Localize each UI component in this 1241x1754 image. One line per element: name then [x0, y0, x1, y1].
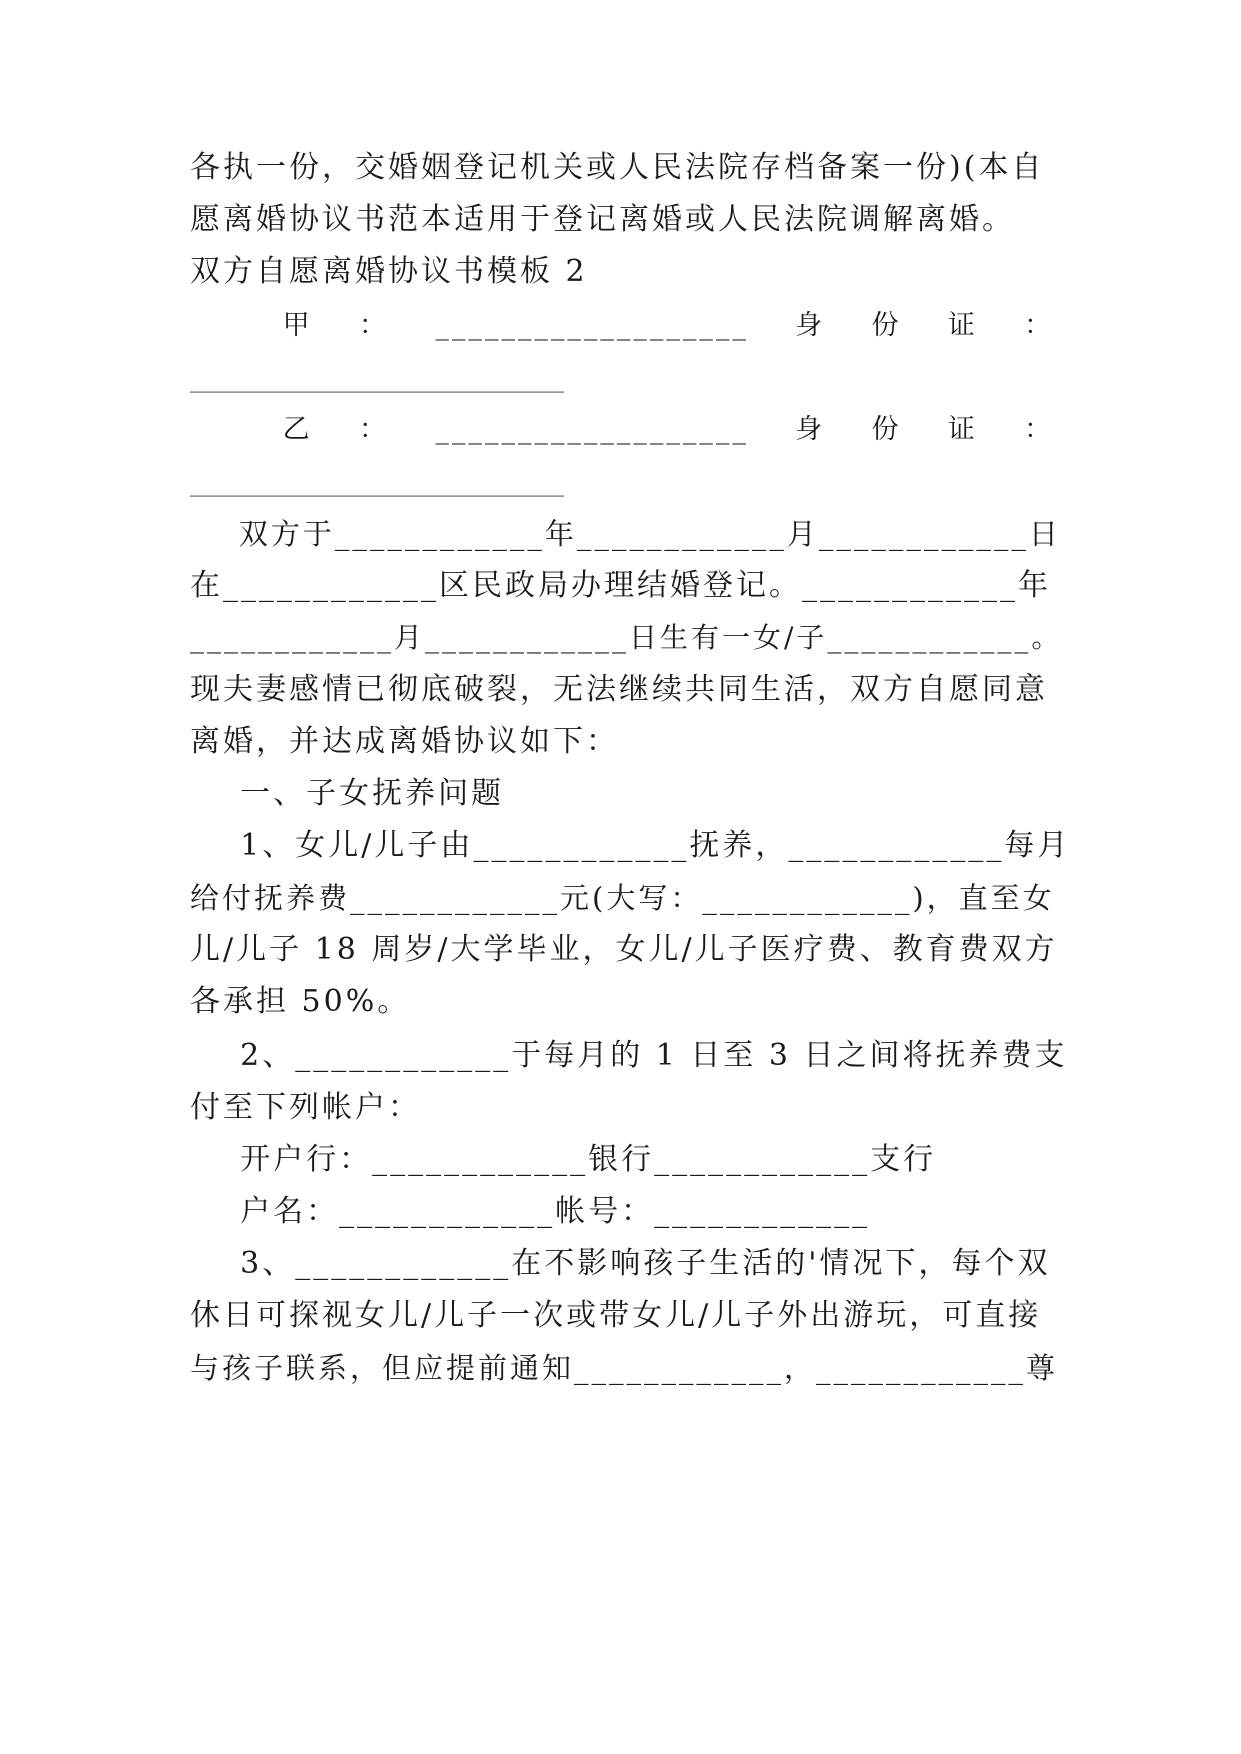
text-line: 3、____________在不影响孩子生活的'情况下，每个双 — [190, 1246, 1051, 1281]
section-heading: 一、子女抚养问题 — [190, 776, 505, 811]
text-line: ____________月____________日生有一女/子____________。 — [190, 621, 1063, 654]
text-line: 给付抚养费____________元(大写：____________)，直至女 — [190, 881, 1055, 915]
text-line: 在____________区民政局办理结婚登记。____________年 — [190, 568, 1051, 603]
text-line: 各执一份，交婚姻登记机关或人民法院存档备案一份)(本自 — [190, 150, 1045, 185]
text-line: 双方自愿离婚协议书模板 2 — [190, 254, 588, 289]
text-line: 双方于____________年____________月____________日 — [190, 517, 1061, 551]
text-line: 休日可探视女儿/儿子一次或带女儿/儿子外出游玩，可直接 — [190, 1298, 1042, 1333]
text-line: 付至下列帐户： — [190, 1090, 421, 1125]
text-line: 离婚，并达成离婚协议如下： — [190, 724, 619, 759]
text-line: 现夫妻感情已彻底破裂，无法继续共同生活，双方自愿同意 — [190, 672, 1048, 707]
party-b-line: 乙 ： ___________________ 身 份 证 ： — [190, 414, 1055, 445]
party-a-line: 甲 ： ___________________ 身 份 证 ： — [190, 310, 1055, 341]
bank-line: 开户行：____________银行____________支行 — [190, 1142, 937, 1177]
party-a-id-line: __________________________________ — [190, 368, 564, 393]
party-b-id-line: __________________________________ — [190, 472, 564, 497]
account-line: 户名：____________帐号：____________ — [190, 1194, 871, 1229]
text-line: 1、女儿/儿子由____________抚养，____________每月 — [190, 828, 1071, 863]
text-line: 儿/儿子 18 周岁/大学毕业，女儿/儿子医疗费、教育费双方 — [190, 932, 1058, 967]
text-line: 2、____________于每月的 1 日至 3 日之间将抚养费支 — [190, 1038, 1068, 1073]
text-line: 各承担 50%。 — [190, 984, 411, 1019]
text-line: 与孩子联系，但应提前通知____________，____________尊 — [190, 1351, 1059, 1385]
text-line: 愿离婚协议书范本适用于登记离婚或人民法院调解离婚。 — [190, 202, 1015, 237]
